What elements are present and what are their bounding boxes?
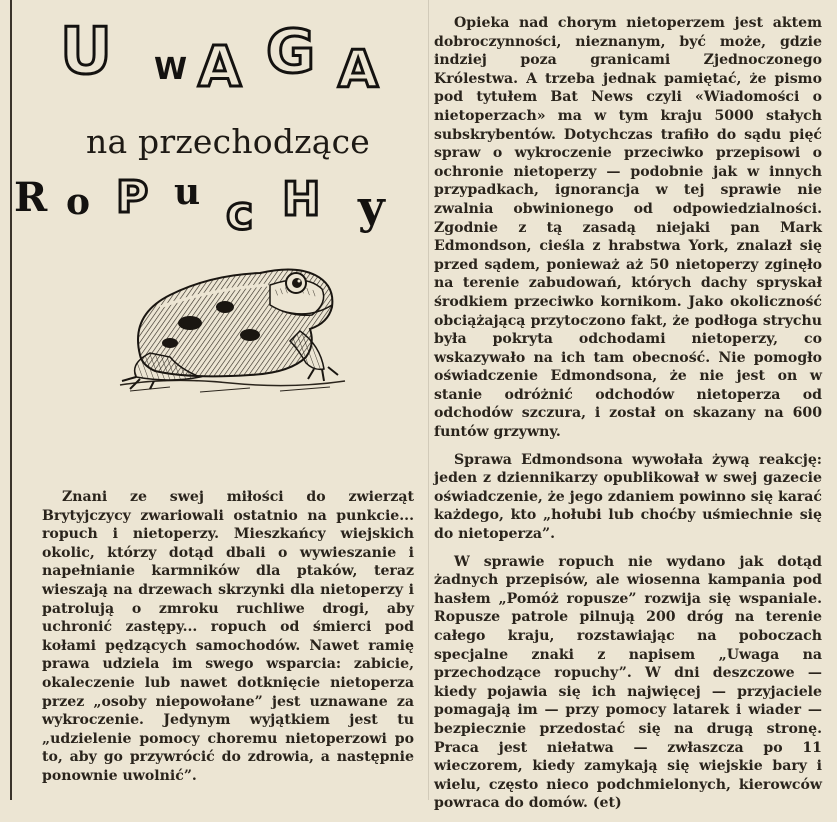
headline-letter: P — [116, 172, 149, 223]
headline-subtitle: na przechodzące — [86, 122, 371, 161]
headline-letter: A — [338, 40, 379, 100]
headline-letter: H — [282, 172, 321, 226]
right-column — [434, 14, 822, 822]
frog-illustration — [110, 245, 350, 395]
headline-letter: y — [358, 180, 385, 234]
right-column-paragraph-3: W sprawie ropuch nie wydano jak dotąd żadnych przepisów, ale wiosenna kampania pod hasłem „Pomóż ropusze” rozwija się wspaniale. Ropusze patrole pilnują 200 dróg na terenie całego kraju, rozstawiając na poboczach specjalne znaki z napisem „Uwaga na przechodzące ropuchy”. W dni deszczowe — kiedy pojawia się ich najwięcej — przyjaciele pomagają im — przy pomocy latarek i wiader — bezpiecznie przedostać się na drugą stronę. Praca jest niełatwa — zwłaszcza po 11 wieczorem, kiedy zamykają się wiejskie bary i wielu, często nieco podchmielonych, kierowców powraca do domów. (et) — [434, 553, 822, 812]
frog-icon — [110, 245, 350, 395]
headline-letter: G — [266, 17, 316, 87]
right-column-paragraph-2: Sprawa Edmondsona wywołała żywą reakcję: jeden z dziennikarzy opublikował w swej gazecie oświadczenie, że jego zdaniem powinno się karać każdego, kto „hołubi lub choćby uśmiechnie się do nietoperza”. — [434, 451, 822, 543]
right-column-paragraph-1: Opieka nad chorym nietoperzem jest aktem dobroczynności, nieznanym, być może, gdzie indziej poza granicami Zjednoczonego Królestwa. A trzeba jednak pamiętać, że pismo pod tytułem Bat News czyli «Wiadomości o nietoperzach» ma w tym kraju 5000 stałych subskrybentów. Dotychczas trafiło do sądu pięć spraw o wykroczenie przeciwko przepisowi o ochronie nietoperzy — podobnie jak w innych przypadkach, ignorancja w tej sprawie nie zwalnia obwinionego od odpowiedzialności. Zgodnie z tą zasadą niejaki pan Mark Edmondson, cieśla z hrabstwa York, znalazł się przed sądem, ponieważ aż 50 nietoperzy zginęło na terenie zabudowań, których dachy spryskał środkiem przeciwko kornikom. Jako okoliczność obciążającą przytoczono fakt, że podłoga strychu była pokryta odchodami nietoperzy, co wskazywało na ich tam obecność. Nie pomogło oświadczenie Edmondsona, że nie jest on w stanie odróżnić odchodów nietoperza od odchodów szczura, i został on skazany na 600 funtów grzywny. — [434, 15, 822, 441]
headline-letter: u — [174, 171, 201, 213]
headline-letter: R — [14, 174, 48, 221]
left-column-paragraph: Znani ze swej miłości do zwierząt Brytyjczycy zwariowali ostatnio na punkcie... ropuch i nietoperzy. Mieszkańcy wiejskich okolic, którzy dotąd dbali o wywieszanie i napełnianie karmników dla ptaków, teraz wieszają na drzewach skrzynki dla nietoperzy i patrolują o zmroku ruchliwe drogi, aby uchronić zastępy... ropuch od śmierci pod kołami pędzących samochodów. Nawet ramię prawa udziela im swego wsparcia: zabicie, okaleczenie lub nawet dotknięcie nietoperza przez „osoby niepowołane” jest uznawane za wykroczenie. Jedynym wyjątkiem jest tu „udzielenie pomocy choremu nietoperzowi po to, aby go przywrócić do zdrowia, a następnie ponownie uwolnić”. — [42, 489, 414, 784]
column-divider — [428, 0, 429, 800]
headline-letter: A — [198, 35, 242, 100]
headline — [14, 0, 420, 250]
headline-letter: U — [60, 15, 112, 89]
left-page-border — [10, 0, 12, 800]
headline-word-ropuchy — [14, 0, 420, 250]
headline-letter: c — [226, 186, 254, 240]
headline-letter: o — [66, 181, 91, 223]
headline-letter: W — [154, 52, 188, 87]
